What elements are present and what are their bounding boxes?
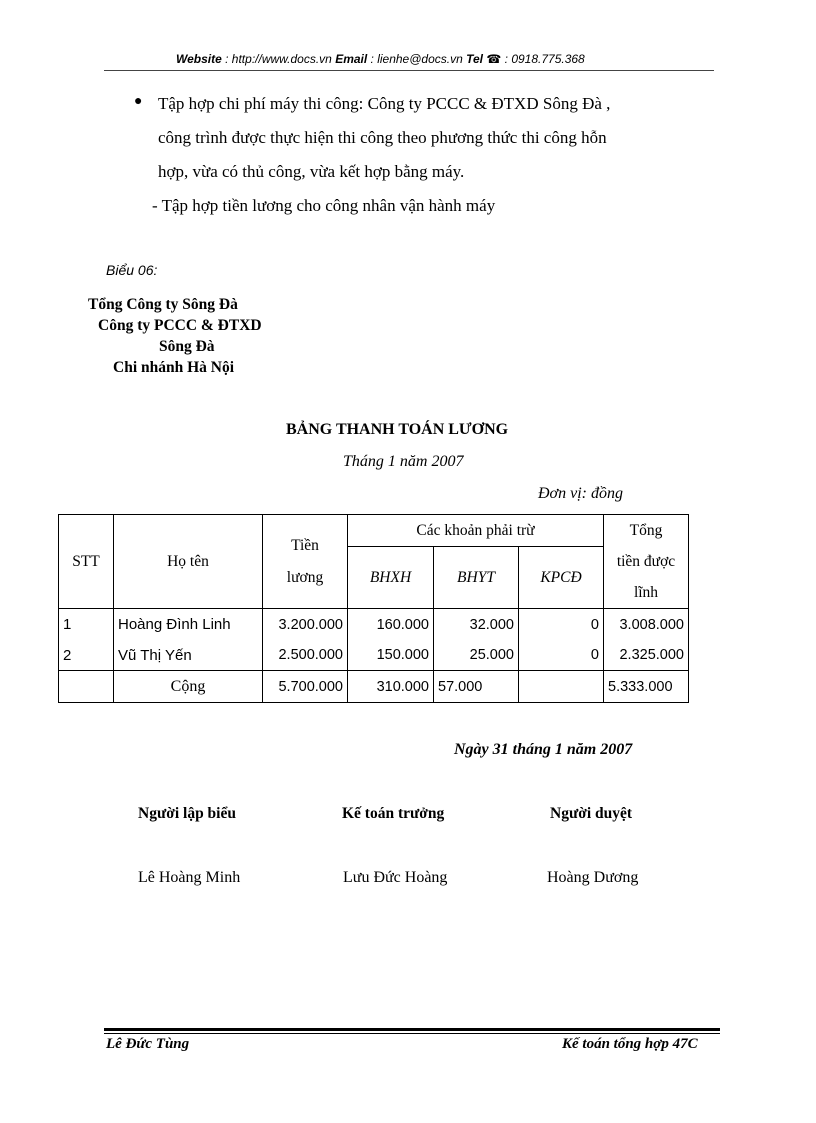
row-bhyt: 32.000 xyxy=(434,609,519,641)
sum-salary: 5.700.000 xyxy=(263,671,348,703)
form-label: Biểu 06: xyxy=(106,262,158,278)
footer-author: Lê Đức Tùng xyxy=(106,1036,190,1052)
header-divider xyxy=(104,70,714,71)
bullet-icon: ● xyxy=(134,94,143,109)
footer-divider-thin xyxy=(104,1033,720,1034)
col-salary-line2: lương xyxy=(286,568,324,586)
sum-label: Cộng xyxy=(114,671,263,703)
table-row xyxy=(59,641,689,671)
table-row xyxy=(59,609,689,641)
row-bhxh: 160.000 xyxy=(348,609,434,641)
report-period: Tháng 1 năm 2007 xyxy=(343,453,464,470)
email-value: : lienhe@docs.vn xyxy=(367,52,467,66)
sum-kpcd xyxy=(519,671,604,703)
phone-icon: ☎ xyxy=(486,52,502,66)
row-kpcd: 0 xyxy=(519,609,604,641)
row-salary: 2.500.000 xyxy=(263,641,348,671)
org-line-4: Chi nhánh Hà Nội xyxy=(113,359,235,376)
col-stt: STT xyxy=(59,515,114,609)
col-salary xyxy=(263,515,348,609)
org-line-1: Tổng Công ty Sông Đà xyxy=(88,296,238,313)
row-name: Hoàng Đình Linh xyxy=(114,609,263,641)
bullet-line-1: Tập hợp chi phí máy thi công: Công ty PCCC & ĐTXD Sông Đà , xyxy=(158,94,611,113)
bullet-line-3: hợp, vừa có thủ công, vừa kết hợp bằng máy. xyxy=(158,162,465,181)
col-salary-line1: Tiền xyxy=(291,536,319,554)
col-kpcd: KPCĐ xyxy=(519,547,604,609)
website-value: : http://www.docs.vn xyxy=(221,52,336,66)
dash-line: - Tập hợp tiền lương cho công nhân vận hành máy xyxy=(152,196,496,215)
signature-title-preparer: Người lập biểu xyxy=(138,805,236,822)
org-line-2: Công ty PCCC & ĐTXD xyxy=(98,317,262,334)
row-total: 2.325.000 xyxy=(604,641,689,671)
col-bhyt: BHYT xyxy=(434,547,519,609)
row-total: 3.008.000 xyxy=(604,609,689,641)
bullet-line-2: công trình được thực hiện thi công theo phương thức thi công hỗn xyxy=(158,128,607,147)
footer-course: Kế toán tổng hợp 47C xyxy=(562,1036,698,1052)
org-line-3: Sông Đà xyxy=(159,338,215,355)
report-unit: Đơn vị: đồng xyxy=(538,485,623,502)
col-total-line1: Tổng xyxy=(629,522,663,539)
row-stt: 1 xyxy=(59,609,114,641)
payroll-table xyxy=(58,514,689,703)
signature-name-chief-accountant: Lưu Đức Hoàng xyxy=(343,869,448,886)
sum-bhxh: 310.000 xyxy=(348,671,434,703)
signature-title-approver: Người duyệt xyxy=(550,805,633,822)
col-total xyxy=(604,515,689,609)
email-label: Email xyxy=(335,52,368,66)
signature-name-approver: Hoàng Dương xyxy=(547,869,639,886)
col-deductions: Các khoản phải trừ xyxy=(348,515,604,547)
sum-row xyxy=(59,671,689,703)
row-salary: 3.200.000 xyxy=(263,609,348,641)
col-name: Họ tên xyxy=(114,515,263,609)
tel-label: Tel xyxy=(466,52,484,66)
page-header xyxy=(176,52,585,66)
sum-total: 5.333.000 xyxy=(604,671,689,703)
row-name: Vũ Thị Yến xyxy=(114,641,263,671)
signature-title-chief-accountant: Kế toán trưởng xyxy=(342,805,445,822)
row-bhyt: 25.000 xyxy=(434,641,519,671)
tel-value: : 0918.775.368 xyxy=(501,52,585,66)
report-title: BẢNG THANH TOÁN LƯƠNG xyxy=(286,421,509,438)
sum-bhyt: 57.000 xyxy=(434,671,519,703)
row-stt: 2 xyxy=(59,641,114,671)
col-bhxh: BHXH xyxy=(348,547,434,609)
row-bhxh: 150.000 xyxy=(348,641,434,671)
website-label: Website xyxy=(176,52,222,66)
sum-stt xyxy=(59,671,114,703)
col-total-line2: tiền được xyxy=(616,553,676,570)
date-line: Ngày 31 tháng 1 năm 2007 xyxy=(454,741,633,758)
footer-divider-thick xyxy=(104,1028,720,1031)
row-kpcd: 0 xyxy=(519,641,604,671)
col-total-line3: lĩnh xyxy=(633,584,659,601)
signature-name-preparer: Lê Hoàng Minh xyxy=(138,869,241,886)
